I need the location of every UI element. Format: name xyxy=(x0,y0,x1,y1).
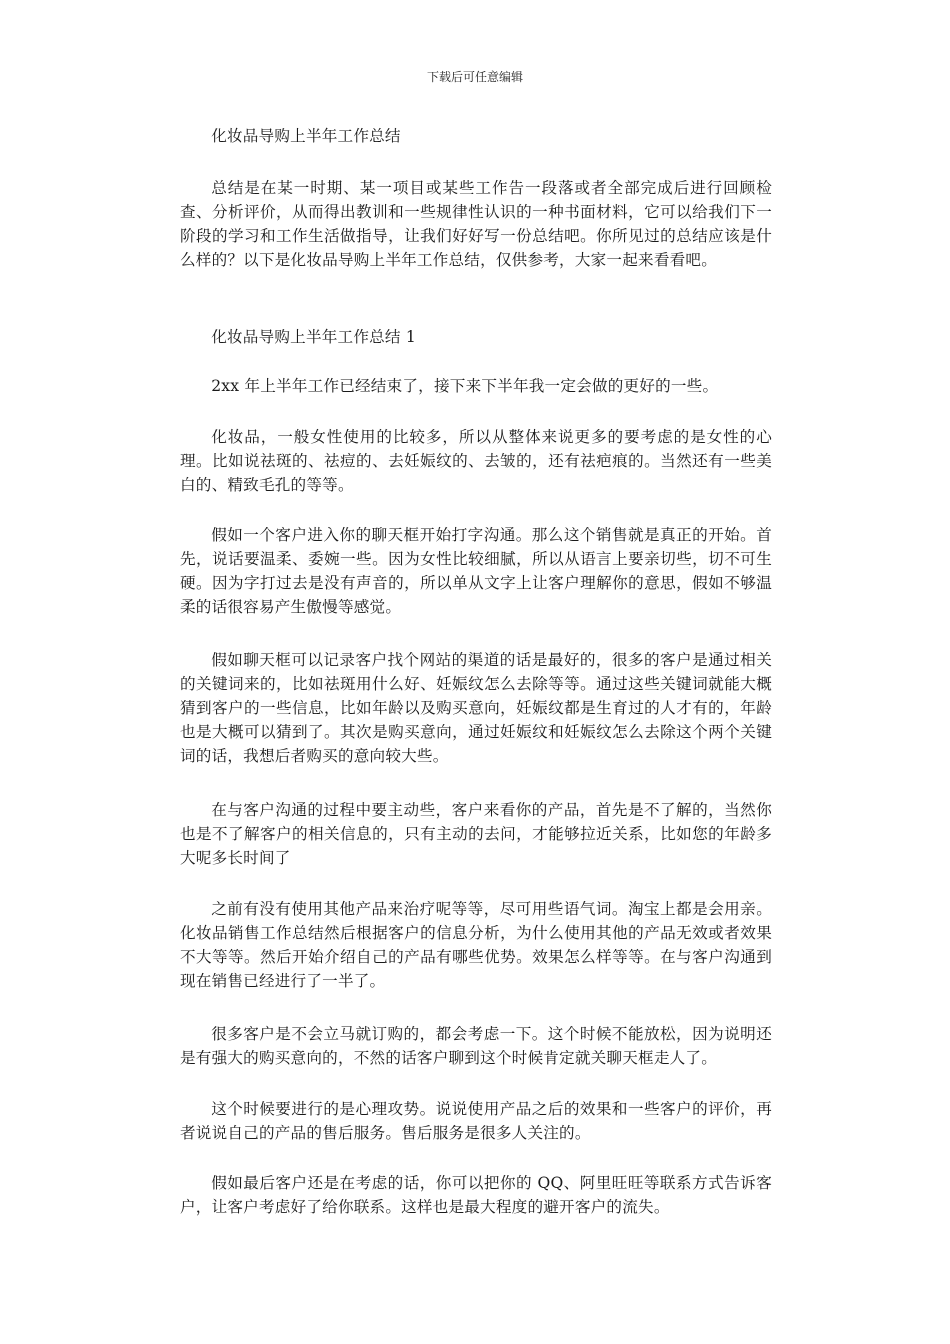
body-paragraph: 化妆品，一般女性使用的比较多，所以从整体来说更多的要考虑的是女性的心理。比如说祛斑的、祛痘的、去妊娠纹的、去皱的，还有祛疤痕的。当然还有一些美白的、精致毛孔的等等。 xyxy=(180,428,772,494)
body-paragraph: 很多客户是不会立马就订购的，都会考虑一下。这个时候不能放松，因为说明还是有强大的购买意向的，不然的话客户聊到这个时候肯定就关聊天框走人了。 xyxy=(180,1025,772,1067)
body-paragraph: 假如最后客户还是在考虑的话，你可以把你的 QQ、阿里旺旺等联系方式告诉客户，让客户考虑好了给你联系。这样也是最大程度的避开客户的流失。 xyxy=(180,1174,772,1216)
page-header: 下载后可任意编辑 xyxy=(426,70,523,84)
body-paragraph: 之前有没有使用其他产品来治疗呢等等，尽可用些语气词。淘宝上都是会用亲。化妆品销售工作总结然后根据客户的信息分析，为什么使用其他的产品无效或者效果不大等等。然后开始介绍自己的产品有哪些优势。效果怎么样等等。在与客户沟通到现在销售已经进行了一半了。 xyxy=(180,900,772,990)
intro-paragraph: 总结是在某一时期、某一项目或某些工作告一段落或者全部完成后进行回顾检查、分析评价，从而得出教训和一些规律性认识的一种书面材料，它可以给我们下一阶段的学习和工作生活做指导，让我们好好写一份总结吧。你所见过的总结应该是什么样的？以下是化妆品导购上半年工作总结，仅供参考，大家一起来看看吧。 xyxy=(180,179,772,269)
section-title: 化妆品导购上半年工作总结 1 xyxy=(211,328,416,346)
body-paragraph: 这个时候要进行的是心理攻势。说说使用产品之后的效果和一些客户的评价，再者说说自己的产品的售后服务。售后服务是很多人关注的。 xyxy=(180,1100,772,1142)
body-paragraph: 假如聊天框可以记录客户找个网站的渠道的话是最好的，很多的客户是通过相关的关键词来的，比如祛斑用什么好、妊娠纹怎么去除等等。通过这些关键词就能大概猜到客户的一些信息，比如年龄以及购买意向，妊娠纹都是生育过的人才有的，年龄也是大概可以猜到了。其次是购买意向，通过妊娠纹和妊娠纹怎么去除这个两个关键词的话，我想后者购买的意向较大些。 xyxy=(180,651,772,765)
document-title: 化妆品导购上半年工作总结 xyxy=(211,127,401,145)
body-paragraph: 假如一个客户进入你的聊天框开始打字沟通。那么这个销售就是真正的开始。首先，说话要温柔、委婉一些。因为女性比较细腻，所以从语言上要亲切些，切不可生硬。因为字打过去是没有声音的，所以单从文字上让客户理解你的意思，假如不够温柔的话很容易产生傲慢等感觉。 xyxy=(180,526,772,616)
body-paragraph: 2xx 年上半年工作已经结束了，接下来下半年我一定会做的更好的一些。 xyxy=(211,377,719,395)
body-paragraph: 在与客户沟通的过程中要主动些，客户来看你的产品，首先是不了解的，当然你也是不了解客户的相关信息的，只有主动的去问，才能够拉近关系，比如您的年龄多大呢多长时间了 xyxy=(180,801,772,867)
